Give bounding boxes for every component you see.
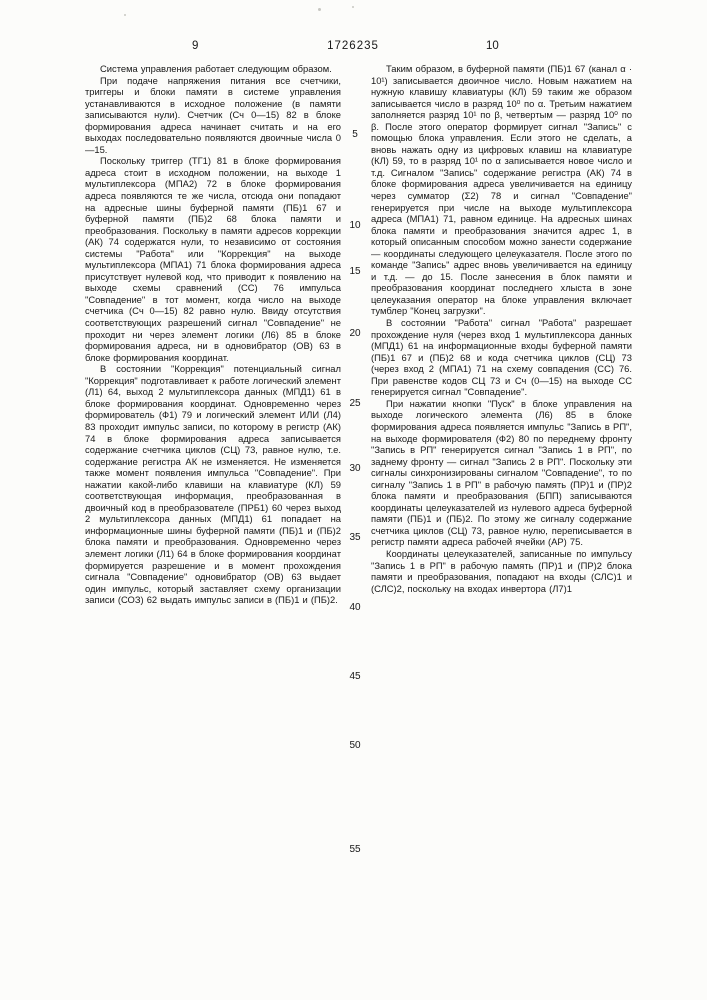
line-number: 15 (349, 266, 361, 277)
paragraph: В состоянии "Работа" сигнал "Работа" разрешает прохождение нуля (через вход 1 мультиплексора данных (МПД1) 61 на информационные входы буферной памяти (ПБ)1 67 и (ПБ)2 68 и кода счетчика циклов (СЦ) 73 (через вход 2 (МПА1) 71 на схему совпадения (СС) 76. При равенстве кодов СЦ 73 и Сч (0—15) на выходе СС генерируется сигнал "Совпадение". (371, 317, 632, 398)
line-number: 25 (349, 398, 361, 409)
line-number: 45 (349, 671, 361, 682)
paragraph: При подаче напряжения питания все счетчики, триггеры и блоки памяти в системе управления устанавливаются в исходное положение (в памяти записываются нули). Счетчик (Сч 0—15) 82 в блоке формирования адреса начинает считать и на его выходах последовательно появляются двоичные числа 0—15. (85, 74, 341, 155)
line-number: 55 (349, 844, 361, 855)
line-number-gutter (343, 63, 367, 963)
line-number: 30 (349, 463, 361, 474)
line-number: 20 (349, 328, 361, 339)
scan-artifact (124, 14, 126, 16)
page-header (0, 40, 707, 56)
paragraph: В состоянии "Коррекция" потенциальный сигнал "Коррекция" подготавливает к работе логический элемент (Л1) 64, выход 2 мультиплексора данных (МПД1) 61 в блоке формирования координат. Одновременно через формирователь (Ф1) 79 и логический элемент ИЛИ (Л4) 83 проходит импульс записи, по которому в регистр (АК) 74 в блоке формирования адреса записывается содержание счетчика циклов (СЦ) 73, равное нулю, т.е. содержание регистра АК не изменяется. Не изменяется также момент появления импульса "Совпадение". При нажатии какой-либо клавиши на клавиатуре (КЛ) 59 соответствующая информация, преобразованная в двоичный код в преобразователе (ПРБ1) 60 через выход 2 мультиплексора данных (МПД1) 61 попадает на информационные шины буферной памяти (ПБ)1 и (ПБ)2 блока памяти и преобразования. Одновременно через элемент логики (Л1) 64 в блоке формирования координат формируется разрешение и в момент прохождения сигнала "Совпадение" одновибратор (ОВ) 63 выдает один импульс, который заставляет схему организации записи (СОЗ) 62 выдать импульс записи в (ПБ)1 и (ПБ)2. (85, 363, 341, 606)
patent-number: 1726235 (327, 40, 379, 52)
scan-artifact (318, 8, 321, 11)
right-text-column (371, 63, 632, 594)
paragraph: Система управления работает следующим образом. (100, 63, 332, 74)
line-number: 35 (349, 532, 361, 543)
paragraph: Координаты целеуказателей, записанные по импульсу "Запись 1 в РП" в рабочую память (ПР)1 и (ПР)2 блока памяти и преобразования, попадают на входы (СЛС)1 и (СЛС)2, поскольку на входах инвертора (Л7)1 (371, 547, 632, 594)
paragraph: Таким образом, в буферной памяти (ПБ)1 67 (канал α · 10¹) записывается двоичное число. Новым нажатием на нужную клавишу клавиатуры (КЛ) 59 таким же образом записывается число в разряд 10⁰ по α. Третьим нажатием заполняется разряд 10¹ по β, четвертым — разряд 10⁰ по β. После этого оператор формирует сигнал "Запись" с помощью блока управления. Если этого не сделать, а вновь нажать одну из цифровых клавиш на клавиатуре (КЛ) 59, то в разряд 10¹ по α записывается новое число и т.д. Сигналом "Запись" содержание регистра (АК) 74 в блоке формирования адреса увеличивается на единицу через сумматор (Σ2) 78 и сигнал "Совпадение" генерируется при числе на выходе мультиплексора адреса (МПА1) 71, равном единице. На адресных шинах блока памяти и преобразования значится адрес 1, в который описанным способом можно занести содержание — координаты следующего целеуказателя. После этого по команде "Запись" адрес вновь увеличивается на единицу и т.д. — до 15. После занесения в блок памяти и преобразования координат последнего хлыста в зоне целеуказания оператор на блоке управления включает тумблер "Конец загрузки". (371, 63, 632, 317)
page-number-left: 9 (192, 40, 199, 52)
line-number: 10 (349, 220, 361, 231)
line-number: 50 (349, 740, 361, 751)
line-number: 5 (352, 129, 358, 140)
paragraph: При нажатии кнопки "Пуск" в блоке управления на выходе логического элемента (Л6) 85 в блоке формирования адреса появляется импульс "Запись в РП", на выходе формирователя (Ф2) 80 по переднему фронту "Запись в РП" генерируется сигнал "Запись 1 в РП", по заднему фронту — сигнал "Запись 2 в РП". Поскольку эти сигналы синхронизированы сигналом "Совпадение", то по сигналу "Запись 1 в РП" в рабочую память (ПР)1 и (ПР)2 блока памяти и преобразования (БПП) записываются координаты целеуказателей из нулевого адреса буферной памяти (ПБ)1 и (ПБ)2. По этому же сигналу содержание счетчика циклов (СЦ) 73, равное нулю, переписывается в регистр памяти адреса рабочей ячейки (АР) 75. (371, 397, 632, 548)
page-number-right: 10 (486, 40, 499, 52)
scan-artifact (352, 6, 354, 8)
left-text-column (85, 63, 341, 606)
line-number: 40 (349, 602, 361, 613)
paragraph: Поскольку триггер (ТГ1) 81 в блоке формирования адреса стоит в исходном положении, на выходе 1 мультиплексора (МПА2) 72 в блоке формирования адреса появляются те же числа, отсюда они попадают на адресные шины буферной памяти (ПБ)1 67 и буферной памяти (ПБ)2 68 блока памяти и преобразования. Поскольку в памяти адресов коррекции (АК) 74 содержатся нули, то независимо от состояния системы "Работа" или "Коррекция" на выходе мультиплексора (МПА1) 71 блока формирования адреса присутствует нулевой код, что приводит к появлению на выходе схемы сравнений (СС) 76 импульса "Совпадение" в тот момент, когда число на выходе счетчика (Сч 0—15) 82 равно нулю. Ввиду отсутствия соответствующих разрешений сигнал "Совпадение" не проходит ни через элемент логики (Л6) 85 в блоке формирования адреса, ни в одновибратор (ОВ) 63 в блоке формирования координат. (85, 155, 341, 363)
